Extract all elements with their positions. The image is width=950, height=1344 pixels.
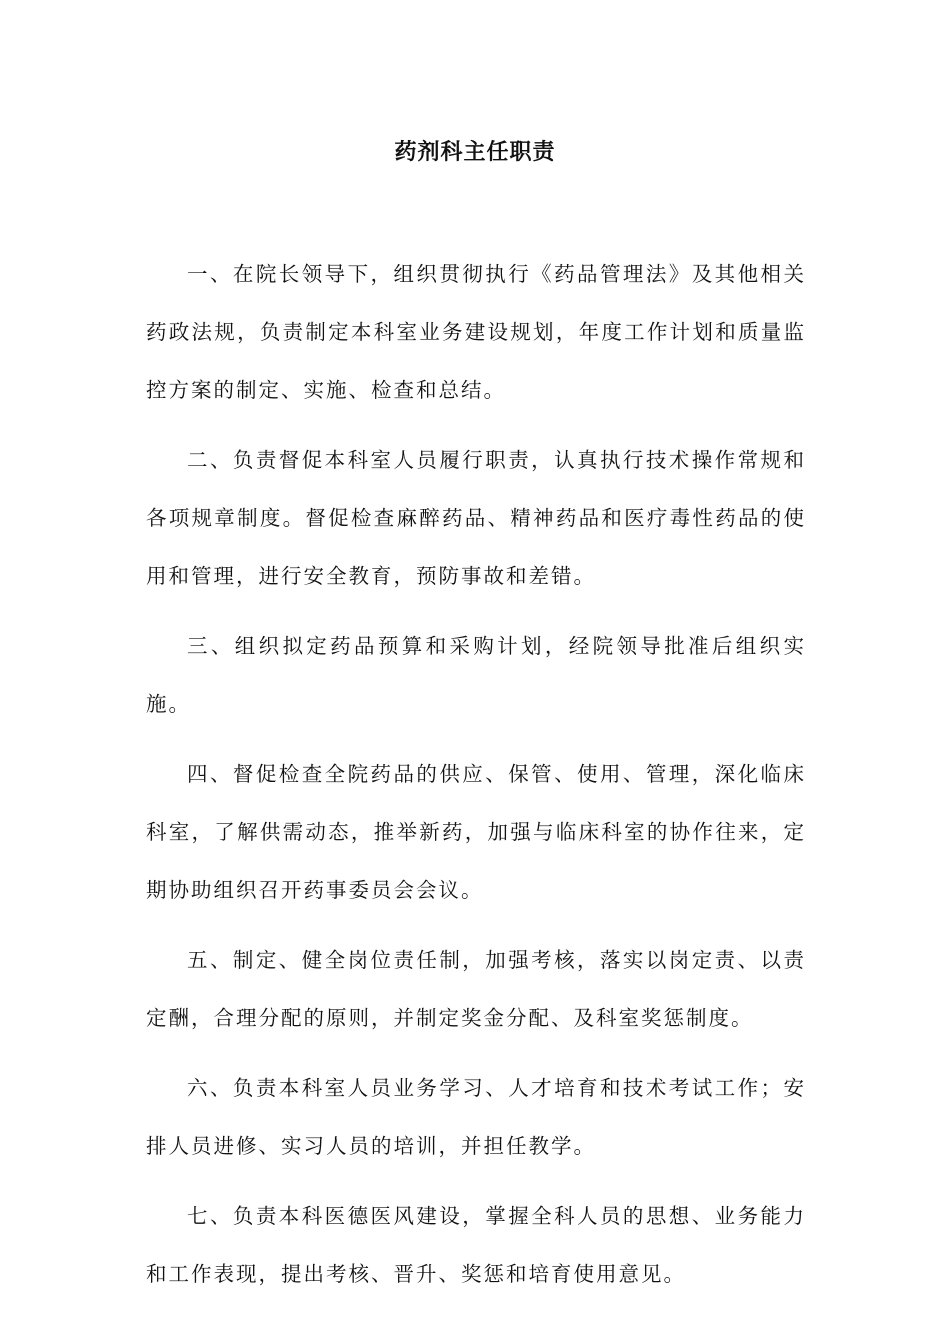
paragraph-1: 一、在院长领导下，组织贯彻执行《药品管理法》及其他相关药政法规，负责制定本科室业务建设规划，年度工作计划和质量监控方案的制定、实施、检查和总结。 <box>146 262 806 402</box>
paragraph-6: 六、负责本科室人员业务学习、人才培育和技术考试工作；安排人员进修、实习人员的培训，并担任教学。 <box>146 1076 806 1158</box>
paragraph-2: 二、负责督促本科室人员履行职责，认真执行技术操作常规和各项规章制度。督促检查麻醉药品、精神药品和医疗毒性药品的使用和管理，进行安全教育，预防事故和差错。 <box>146 448 806 588</box>
paragraph-7: 七、负责本科医德医风建设，掌握全科人员的思想、业务能力和工作表现，提出考核、晋升、奖惩和培育使用意见。 <box>146 1204 806 1286</box>
paragraph-4: 四、督促检查全院药品的供应、保管、使用、管理，深化临床科室，了解供需动态，推举新药，加强与临床科室的协作往来，定期协助组织召开药事委员会会议。 <box>146 762 806 902</box>
document-body <box>146 245 806 1315</box>
paragraph-3: 三、组织拟定药品预算和采购计划，经院领导批准后组织实施。 <box>146 634 806 716</box>
document-title: 药剂科主任职责 <box>394 139 556 165</box>
paragraph-5: 五、制定、健全岗位责任制，加强考核，落实以岗定责、以责定酬，合理分配的原则，并制定奖金分配、及科室奖惩制度。 <box>146 948 806 1030</box>
